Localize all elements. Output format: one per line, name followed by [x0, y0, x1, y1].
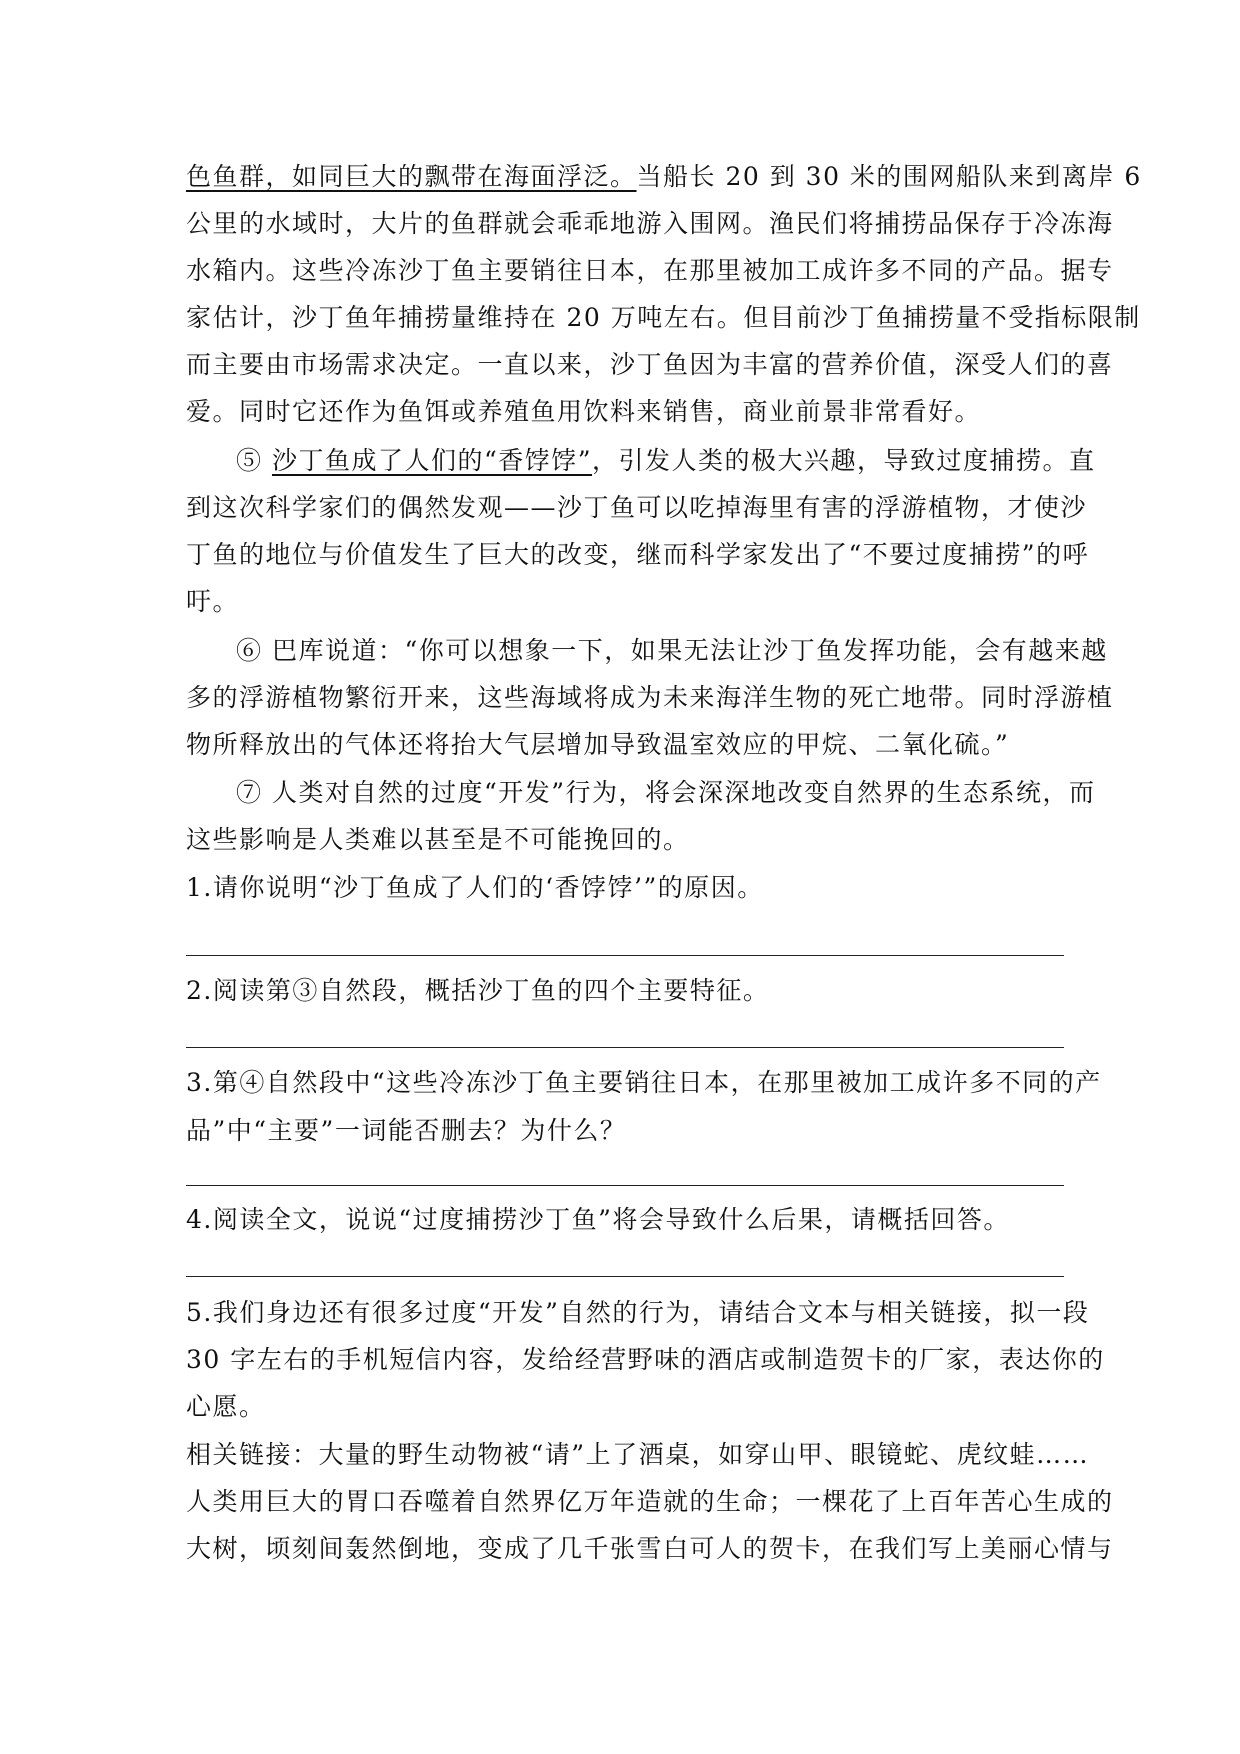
question-2: 2.阅读第③自然段，概括沙丁鱼的四个主要特征。 [186, 976, 770, 1005]
paragraph-4-line-3: 水箱内。这些冷冻沙丁鱼主要销往日本，在那里被加工成许多不同的产品。据专 [186, 256, 1114, 285]
answer-line-2[interactable] [186, 1047, 1064, 1048]
paragraph-4-line-2: 公里的水域时，大片的鱼群就会乖乖地游入围网。渔民们将捕捞品保存于冷冻海 [186, 209, 1114, 238]
question-5-line-3: 心愿。 [186, 1392, 266, 1421]
underlined-text: 沙丁鱼成了人们的“香饽饽” [271, 446, 593, 475]
paragraph-7-line-2: 这些影响是人类难以甚至是不可能挽回的。 [186, 825, 690, 854]
related-link-line-3: 大树，顷刻间轰然倒地，变成了几千张雪白可人的贺卡，在我们写上美丽心情与 [186, 1534, 1114, 1563]
paragraph-4-line-1 [186, 160, 1142, 194]
answer-line-4[interactable] [186, 1276, 1064, 1277]
paragraph-4-line-4: 家估计，沙丁鱼年捕捞量维持在 20 万吨左右。但目前沙丁鱼捕捞量不受指标限制 [186, 303, 1141, 332]
paragraph-4-line-6: 爱。同时它还作为鱼饵或养殖鱼用饮料来销售，商业前景非常看好。 [186, 397, 982, 426]
paragraph-5-line-4: 吁。 [186, 587, 240, 616]
paragraph-5-line-3: 丁鱼的地位与价值发生了巨大的改变，继而科学家发出了“不要过度捕捞”的呼 [186, 540, 1090, 569]
paragraph-text: ，引发人类的极大兴趣，导致过度捕捞。直 [592, 446, 1096, 475]
question-3-line-1: 3.第④自然段中“这些冷冻沙丁鱼主要销往日本，在那里被加工成许多不同的产 [186, 1068, 1102, 1097]
paragraph-marker: ⑤ [236, 446, 263, 475]
paragraph-6-line-2: 多的浮游植物繁衍开来，这些海域将成为未来海洋生物的死亡地带。同时浮游植 [186, 683, 1114, 712]
related-link-line-1: 相关链接：大量的野生动物被“请”上了酒桌，如穿山甲、眼镜蛇、虎纹蛙…… [186, 1440, 1090, 1469]
question-1: 1.请你说明“沙丁鱼成了人们的‘香饽饽’”的原因。 [186, 873, 764, 902]
paragraph-5-line-1 [236, 444, 1096, 478]
answer-line-1[interactable] [186, 955, 1064, 956]
question-5-line-2: 30 字左右的手机短信内容，发给经营野味的酒店或制造贺卡的厂家，表达你的 [186, 1345, 1105, 1374]
paragraph-6-line-3: 物所释放出的气体还将抬大气层增加导致温室效应的甲烷、二氧化硫。” [186, 730, 1010, 759]
related-link-line-2: 人类用巨大的胃口吞噬着自然界亿万年造就的生命；一棵花了上百年苦心生成的 [186, 1487, 1114, 1516]
paragraph-4-line-5: 而主要由市场需求决定。一直以来，沙丁鱼因为丰富的营养价值，深受人们的喜 [186, 350, 1114, 379]
paragraph-6-line-1: ⑥ 巴库说道：“你可以想象一下，如果无法让沙丁鱼发挥功能，会有越来越 [236, 636, 1108, 665]
paragraph-5-line-2: 到这次科学家们的偶然发观——沙丁鱼可以吃掉海里有害的浮游植物，才使沙 [186, 493, 1088, 522]
underlined-text: 色鱼群，如同巨大的飘带在海面浮泛。 [186, 162, 637, 191]
question-4: 4.阅读全文，说说“过度捕捞沙丁鱼”将会导致什么后果，请概括回答。 [186, 1205, 1010, 1234]
question-5-line-1: 5.我们身边还有很多过度“开发”自然的行为，请结合文本与相关链接，拟一段 [186, 1298, 1090, 1327]
answer-line-3[interactable] [186, 1185, 1064, 1186]
paragraph-text: 当船长 20 到 30 米的围网船队来到离岸 6 [636, 162, 1142, 191]
question-3-line-2: 品”中“主要”一词能否删去？为什么？ [186, 1116, 627, 1145]
paragraph-7-line-1: ⑦ 人类对自然的过度“开发”行为，将会深深地改变自然界的生态系统，而 [236, 778, 1096, 807]
